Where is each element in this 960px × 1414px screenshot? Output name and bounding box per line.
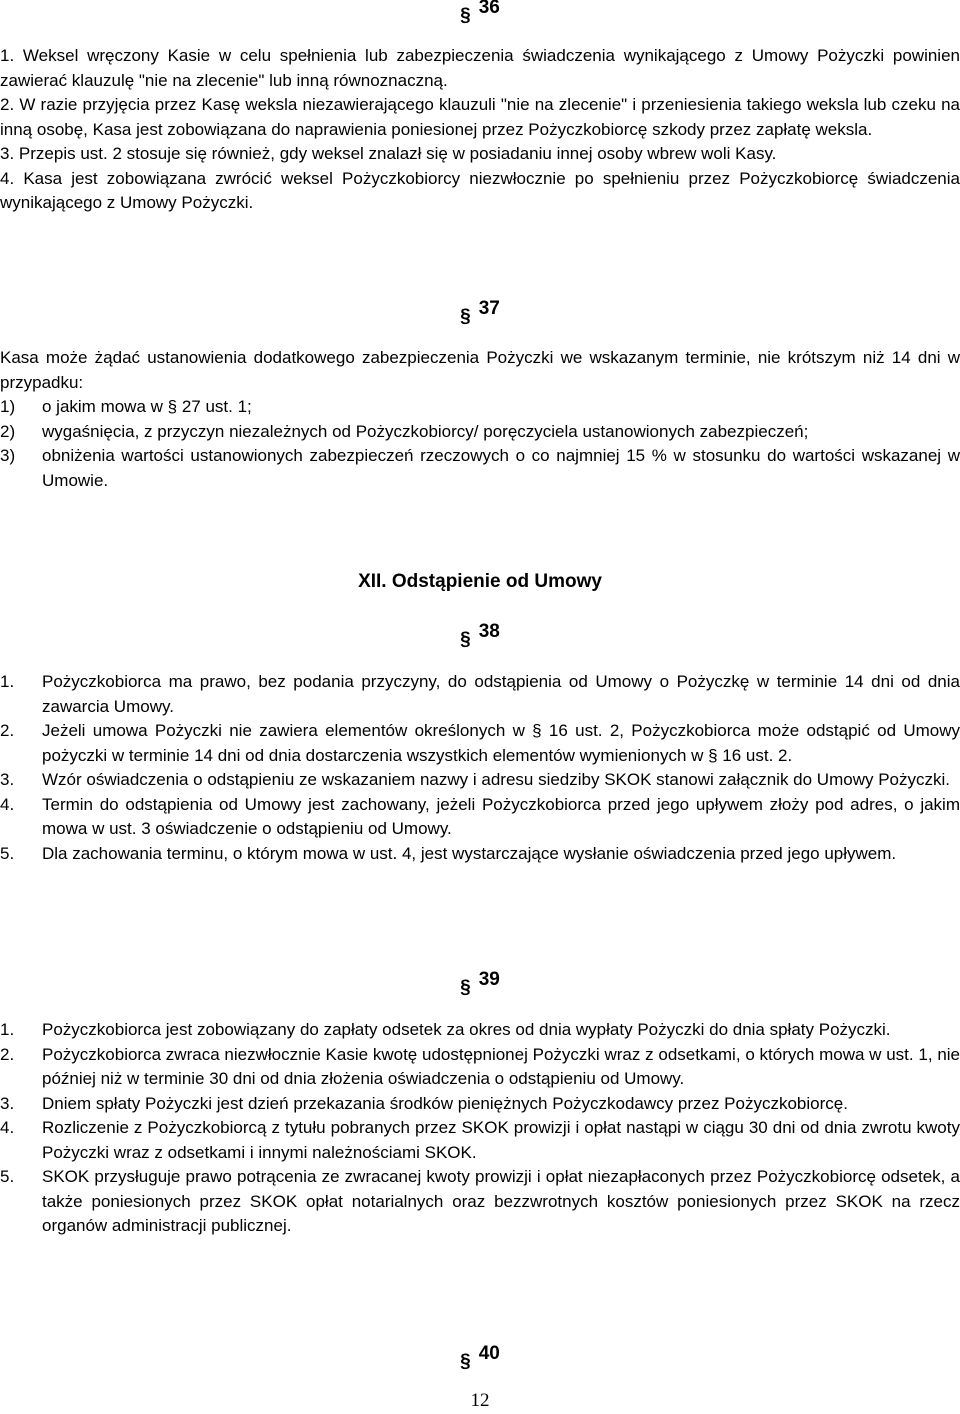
list-item	[0, 842, 960, 867]
list-item	[0, 1043, 960, 1092]
section-number: 40	[478, 1343, 500, 1364]
item-text: Przepis ust. 2 stosuje się również, gdy weksel znalazł się w posiadaniu innej osoby wbrew woli Kasy.	[18, 144, 777, 163]
item-text: o jakim mowa w § 27 ust. 1;	[42, 397, 252, 416]
item-text: Kasa jest zobowiązana zwrócić weksel Pożyczkobiorcy niezwłocznie po spełnieniu przez Pożyczkobiorcę świadczenia wynikającego z Umowy Pożyczki.	[0, 168, 960, 212]
item-number: 5.	[0, 843, 15, 863]
item-text: obniżenia wartości ustanowionych zabezpieczeń rzeczowych o co najmniej 15 % w stosunku do wartości wskazanej w Umowie.	[42, 446, 960, 490]
list-item	[0, 167, 960, 216]
item-text: Rozliczenie z Pożyczkobiorcą z tytułu pobranych przez SKOK prowizji i opłat nastąpi w ciągu 30 dni od dnia zwrotu kwoty Pożyczki wraz z odsetkami i innymi należnościami SKOK.	[42, 1118, 960, 1162]
item-text: Wzór oświadczenia o odstąpieniu ze wskazaniem nazwy i adresu siedziby SKOK stanowi załącznik do Umowy Pożyczki.	[42, 770, 950, 789]
list-item	[0, 719, 960, 768]
list-item	[0, 93, 960, 142]
item-text: Weksel wręczony Kasie w celu spełnienia lub zabezpieczenia świadczenia wynikającego z Umowy Pożyczki powinien zawierać klauzulę "nie na zlecenie" lub inną równoznaczną.	[0, 46, 960, 90]
item-text: Dla zachowania terminu, o którym mowa w ust. 4, jest wystarczające wysłanie oświadczenia przed jego upływem.	[42, 843, 897, 863]
item-number: 4.	[0, 1118, 15, 1137]
list-item	[0, 395, 960, 420]
section-intro: Kasa może żądać ustanowienia dodatkowego zabezpieczenia Pożyczki we wskazanym terminie, nie krótszym niż 14 dni w przypadku:	[0, 348, 960, 392]
section-sign: §	[460, 977, 471, 998]
section-37-body	[0, 346, 960, 493]
section-38-body	[0, 670, 960, 866]
item-number: 3)	[0, 446, 16, 465]
item-number: 1.	[0, 1020, 15, 1039]
item-number: 4.	[0, 794, 15, 814]
list-item	[0, 420, 960, 445]
section-number: 37	[478, 298, 500, 319]
section-number: 36	[478, 0, 500, 18]
chapter-heading: XII. Odstąpienie od Umowy	[358, 571, 602, 592]
section-number: 38	[478, 621, 500, 642]
list-item	[0, 142, 960, 167]
item-number: 1.	[0, 46, 15, 65]
item-number: 3.	[0, 1093, 15, 1113]
item-number: 4.	[0, 168, 15, 188]
item-number: 2.	[0, 95, 15, 114]
section-39-body	[0, 1018, 960, 1239]
list-item	[0, 670, 960, 719]
section-sign: §	[460, 306, 471, 327]
section-sign: §	[460, 1351, 471, 1372]
list-item	[0, 1165, 960, 1239]
section-sign: §	[460, 5, 471, 26]
list-item	[0, 768, 960, 793]
item-number: 3.	[0, 770, 15, 789]
item-text: SKOK przysługuje prawo potrącenia ze zwracanej kwoty prowizji i opłat niezapłaconych przez Pożyczkobiorcę odsetek, a także poniesionych przez SKOK opłat notarialnych oraz bezzwrotnych kosztów poniesionych przez SKOK na rzecz organów administracji publicznej.	[42, 1167, 960, 1235]
item-number: 1)	[0, 397, 16, 416]
section-36-body	[0, 44, 960, 216]
item-number: 2.	[0, 1044, 15, 1064]
section-40-heading	[0, 1342, 960, 1372]
item-text: wygaśnięcia, z przyczyn niezależnych od Pożyczkobiorcy/ poręczyciela ustanowionych zabezpieczeń;	[42, 421, 809, 441]
section-39-heading	[0, 968, 960, 998]
item-text: Pożyczkobiorca zwraca niezwłocznie Kasie kwotę udostępnionej Pożyczki wraz z odsetkami, o których mowa w ust. 1, nie później niż w terminie 30 dni od dnia złożenia oświadczenia o odstąpieniu od Umowy.	[42, 1044, 960, 1088]
section-sign: §	[460, 629, 471, 650]
item-number: 3.	[0, 144, 15, 163]
list-item	[0, 793, 960, 842]
section-36-heading	[0, 0, 960, 26]
section-38-heading	[0, 620, 960, 650]
section-number: 39	[478, 969, 500, 990]
item-text: Pożyczkobiorca jest zobowiązany do zapłaty odsetek za okres od dnia wypłaty Pożyczki do dnia spłaty Pożyczki.	[42, 1020, 891, 1039]
list-item	[0, 444, 960, 493]
item-number: 2.	[0, 721, 15, 740]
list-item	[0, 1116, 960, 1165]
item-text: Jeżeli umowa Pożyczki nie zawiera elementów określonych w § 16 ust. 2, Pożyczkobiorca może odstąpić od Umowy pożyczki w terminie 14 dni od dnia dostarczenia wszystkich elementów wymienionych w § 16 ust. 2.	[42, 721, 960, 765]
item-number: 5.	[0, 1167, 15, 1186]
page-number: 12	[470, 1390, 490, 1411]
item-number: 2)	[0, 421, 16, 441]
item-text: W razie przyjęcia przez Kasę weksla niezawierającego klauzuli "nie na zlecenie" i przeniesienia takiego weksla lub czeku na inną osobę, Kasa jest zobowiązana do naprawienia poniesionej przez Pożyczkobiorcę szkody przez zapłatę weksla.	[0, 95, 960, 139]
section-37-heading	[0, 297, 960, 327]
list-item	[0, 1092, 960, 1117]
list-item	[0, 44, 960, 93]
item-text: Pożyczkobiorca ma prawo, bez podania przyczyny, do odstąpienia od Umowy o Pożyczkę w terminie 14 dni od dnia zawarcia Umowy.	[42, 672, 960, 716]
list-item	[0, 1018, 960, 1043]
item-text: Termin do odstąpienia od Umowy jest zachowany, jeżeli Pożyczkobiorca przed jego upływem złoży pod adres, o jakim mowa w ust. 3 oświadczenie o odstąpieniu od Umowy.	[42, 794, 960, 838]
item-number: 1.	[0, 672, 15, 691]
item-text: Dniem spłaty Pożyczki jest dzień przekazania środków pieniężnych Pożyczkodawcy przez Pożyczkobiorcę.	[42, 1093, 848, 1113]
